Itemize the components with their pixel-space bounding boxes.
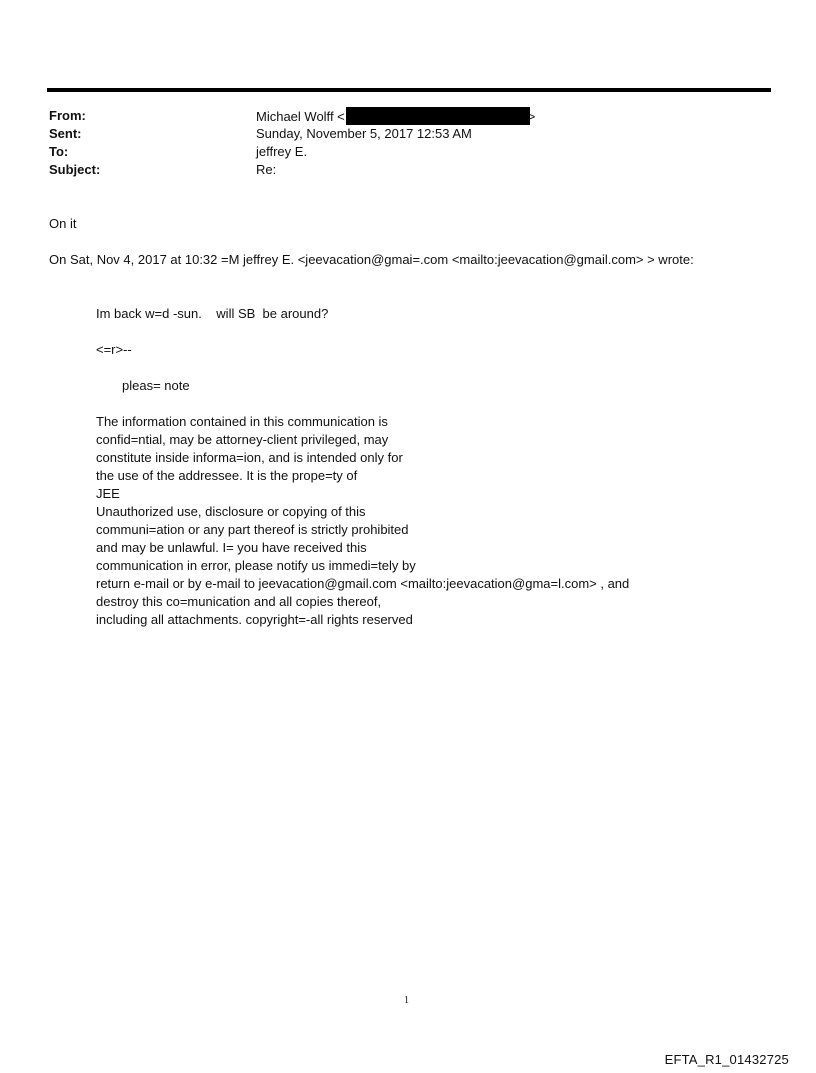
reply-text: On it xyxy=(49,216,77,231)
to-label: To: xyxy=(49,144,69,159)
disclaimer-line: JEE xyxy=(96,486,120,501)
subject-label: Subject: xyxy=(49,162,101,177)
to-value: jeffrey E. xyxy=(256,144,308,159)
redaction-box xyxy=(346,107,530,125)
attribution-line: On Sat, Nov 4, 2017 at 10:32 =M jeffrey E. <jeevacation@gmai=.com <mailto:jeevacation@gmail.com> > wrote: xyxy=(49,252,694,267)
disclaimer-line: the use of the addressee. It is the prope=ty of xyxy=(96,468,358,483)
disclaimer-line: destroy this co=munication and all copies thereof, xyxy=(96,594,382,609)
disclaimer-line: constitute inside informa=ion, and is intended only for xyxy=(96,450,403,465)
from-name: Michael Wolff < xyxy=(256,109,345,124)
subject-value: Re: xyxy=(256,162,277,177)
disclaimer-line: confid=ntial, may be attorney-client privileged, may xyxy=(96,432,389,447)
document-id: EFTA_R1_01432725 xyxy=(664,1052,789,1067)
from-bracket: > xyxy=(527,109,536,124)
from-label: From: xyxy=(49,108,86,123)
header-rule xyxy=(47,88,771,92)
sent-label: Sent: xyxy=(49,126,82,141)
quoted-message: Im back w=d -sun. will SB be around? xyxy=(96,306,329,321)
disclaimer-line: Unauthorized use, disclosure or copying of this xyxy=(96,504,366,519)
disclaimer-line: and may be unlawful. I= you have received this xyxy=(96,540,367,555)
disclaimer-line: including all attachments. copyright=-all rights reserved xyxy=(96,612,413,627)
disclaimer-line: The information contained in this communication is xyxy=(96,414,388,429)
note-heading: pleas= note xyxy=(122,378,190,393)
disclaimer-line: return e-mail or by e-mail to jeevacation@gmail.com <mailto:jeevacation@gma=l.com> , and xyxy=(96,576,630,591)
disclaimer-line: communi=ation or any part thereof is strictly prohibited xyxy=(96,522,409,537)
sent-value: Sunday, November 5, 2017 12:53 AM xyxy=(256,126,472,141)
disclaimer-line: communication in error, please notify us immedi=tely by xyxy=(96,558,416,573)
from-value xyxy=(256,107,535,126)
page-number: 1 xyxy=(404,995,409,1006)
signature-marker: <=r>-- xyxy=(96,342,132,357)
